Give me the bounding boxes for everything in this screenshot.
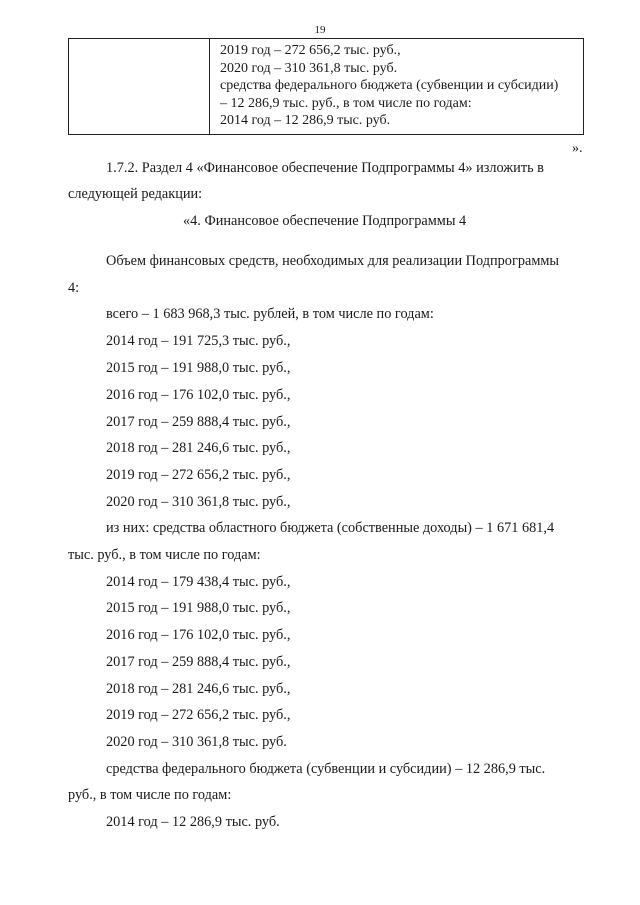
- regional-year-line: 2019 год – 272 656,2 тыс. руб.,: [106, 707, 291, 723]
- volume-line-2: 4:: [68, 280, 80, 296]
- regional-line-2: тыс. руб., в том числе по годам:: [68, 547, 261, 563]
- total-year-line: 2014 год – 191 725,3 тыс. руб.,: [106, 333, 291, 349]
- total-year-line: 2020 год – 310 361,8 тыс. руб.,: [106, 494, 291, 510]
- table-left-cell: [69, 39, 210, 134]
- federal-line-2: руб., в том числе по годам:: [68, 787, 232, 803]
- regional-year-line: 2018 год – 281 246,6 тыс. руб.,: [106, 681, 291, 697]
- total-year-line: 2018 год – 281 246,6 тыс. руб.,: [106, 440, 291, 456]
- closing-quote: ».: [572, 141, 583, 156]
- funding-table: [68, 38, 584, 135]
- table-right-cell: [210, 39, 583, 134]
- total-year-line: 2019 год – 272 656,2 тыс. руб.,: [106, 467, 291, 483]
- regional-line-1: из них: средства областного бюджета (собственные доходы) – 1 671 681,4: [106, 520, 555, 536]
- table-line: 2020 год – 310 361,8 тыс. руб.: [220, 60, 398, 76]
- total-year-line: 2017 год – 259 888,4 тыс. руб.,: [106, 414, 291, 430]
- total-line: всего – 1 683 968,3 тыс. рублей, в том числе по годам:: [106, 306, 434, 322]
- regional-year-line: 2020 год – 310 361,8 тыс. руб.: [106, 734, 287, 750]
- table-line: – 12 286,9 тыс. руб., в том числе по годам:: [220, 95, 472, 111]
- regional-year-line: 2017 год – 259 888,4 тыс. руб.,: [106, 654, 291, 670]
- regional-year-line: 2015 год – 191 988,0 тыс. руб.,: [106, 600, 291, 616]
- federal-line-1: средства федерального бюджета (субвенции и субсидии) – 12 286,9 тыс.: [106, 761, 546, 777]
- section-paragraph-line-1: 1.7.2. Раздел 4 «Финансовое обеспечение Подпрограммы 4» изложить в: [106, 160, 544, 176]
- table-line: 2014 год – 12 286,9 тыс. руб.: [220, 113, 391, 128]
- total-year-line: 2016 год – 176 102,0 тыс. руб.,: [106, 387, 291, 403]
- regional-year-line: 2016 год – 176 102,0 тыс. руб.,: [106, 627, 291, 643]
- section-heading: «4. Финансовое обеспечение Подпрограммы 4: [183, 213, 467, 229]
- regional-year-line: 2014 год – 179 438,4 тыс. руб.,: [106, 574, 291, 590]
- federal-year-line: 2014 год – 12 286,9 тыс. руб.: [106, 814, 280, 830]
- page-number: 19: [314, 24, 326, 36]
- volume-line-1: Объем финансовых средств, необходимых для реализации Подпрограммы: [106, 253, 560, 269]
- total-year-line: 2015 год – 191 988,0 тыс. руб.,: [106, 360, 291, 376]
- section-paragraph-line-2: следующей редакции:: [68, 186, 203, 202]
- table-line: 2019 год – 272 656,2 тыс. руб.,: [220, 43, 401, 58]
- table-line: средства федерального бюджета (субвенции и субсидии): [220, 78, 559, 93]
